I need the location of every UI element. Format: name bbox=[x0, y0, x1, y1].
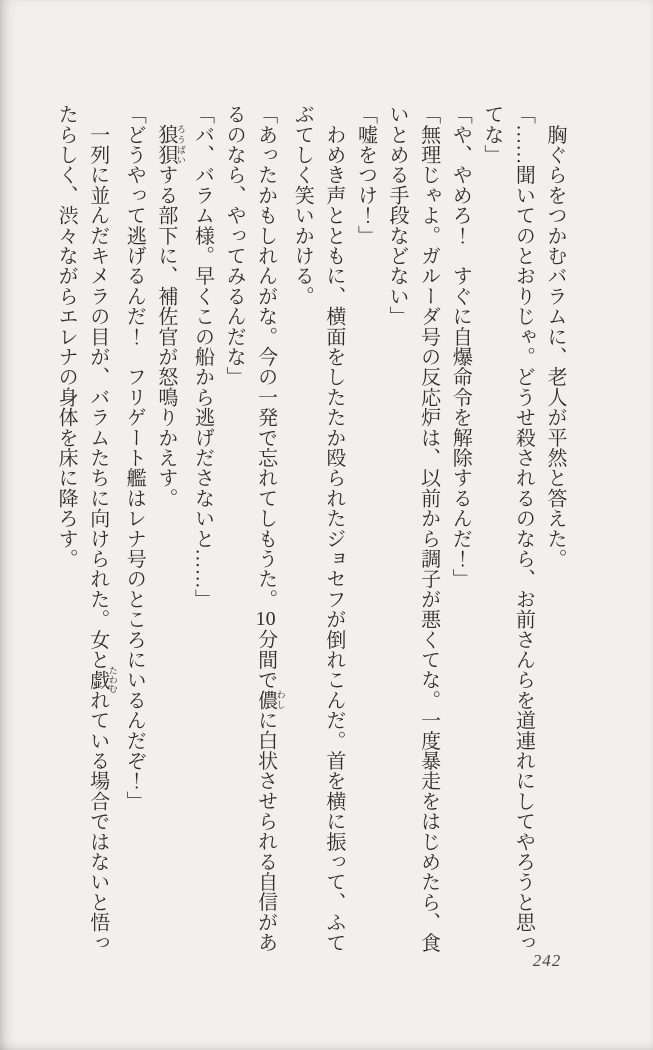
text-column: 「あったかもしれんがな。今の一発で忘れてしもうた。10分間で儂 わしに白状させられる自信があ bbox=[254, 104, 286, 953]
text-column: 胸ぐらをつかむバラムに、老人が平然と答えた。 bbox=[544, 104, 566, 569]
ruby-annotated-word: 戯 たわむ bbox=[86, 666, 118, 694]
ruby-annotated-word: 儂 わし bbox=[254, 689, 286, 710]
text-column: 「無理じゃよ。ガルーダ号の反応炉は、以前から調子が悪くてな。一度暴走をはじめたら、食 bbox=[417, 104, 440, 953]
page-number: 242 bbox=[532, 951, 562, 970]
horizontal-in-vertical-number: 10 bbox=[255, 609, 276, 629]
ruby-annotated-word: 狼狽 ろうばい bbox=[154, 124, 186, 165]
text-column: 「や、やめろ！ すぐに自爆命令を解除するんだ！」 bbox=[449, 104, 472, 589]
text-column: 狼狽 ろうばいする部下に、補佐官が怒鳴りかえす。 bbox=[154, 124, 186, 509]
page-text bbox=[50, 104, 571, 960]
text-column: るのなら、やってみるんだな」 bbox=[223, 104, 246, 387]
text-column: 「バ、バラム様。早くこの船から逃げださないと……」 bbox=[191, 104, 214, 609]
text-column: いとめる手段などない」 bbox=[386, 104, 409, 327]
text-column: 「嘘をつけ！」 bbox=[354, 104, 377, 246]
text-column: わめき声とともに、横面をしたたか殴られたジョセフが倒れこんだ。首を横に振って、ふて bbox=[322, 104, 345, 953]
text-column: 一列に並んだキメラの目が、バラムたちに向けられた。女と戯 たわむれている場合ではないと悟っ bbox=[86, 104, 118, 953]
text-column: 「どうやって逃げるんだ！ フリゲート艦はレナ号のところにいるんだぞ！」 bbox=[123, 104, 146, 811]
text-column: ぶてしく笑いかける。 bbox=[291, 104, 314, 306]
text-column: たらしく、渋々ながらエレナの身体を床に降ろす。 bbox=[55, 104, 78, 569]
text-column: 「……聞いてのとおりじゃ。どうせ殺されるのなら、お前さんらを道連れにしてやろうと思っ bbox=[512, 104, 535, 953]
text-column: てな」 bbox=[480, 104, 503, 165]
